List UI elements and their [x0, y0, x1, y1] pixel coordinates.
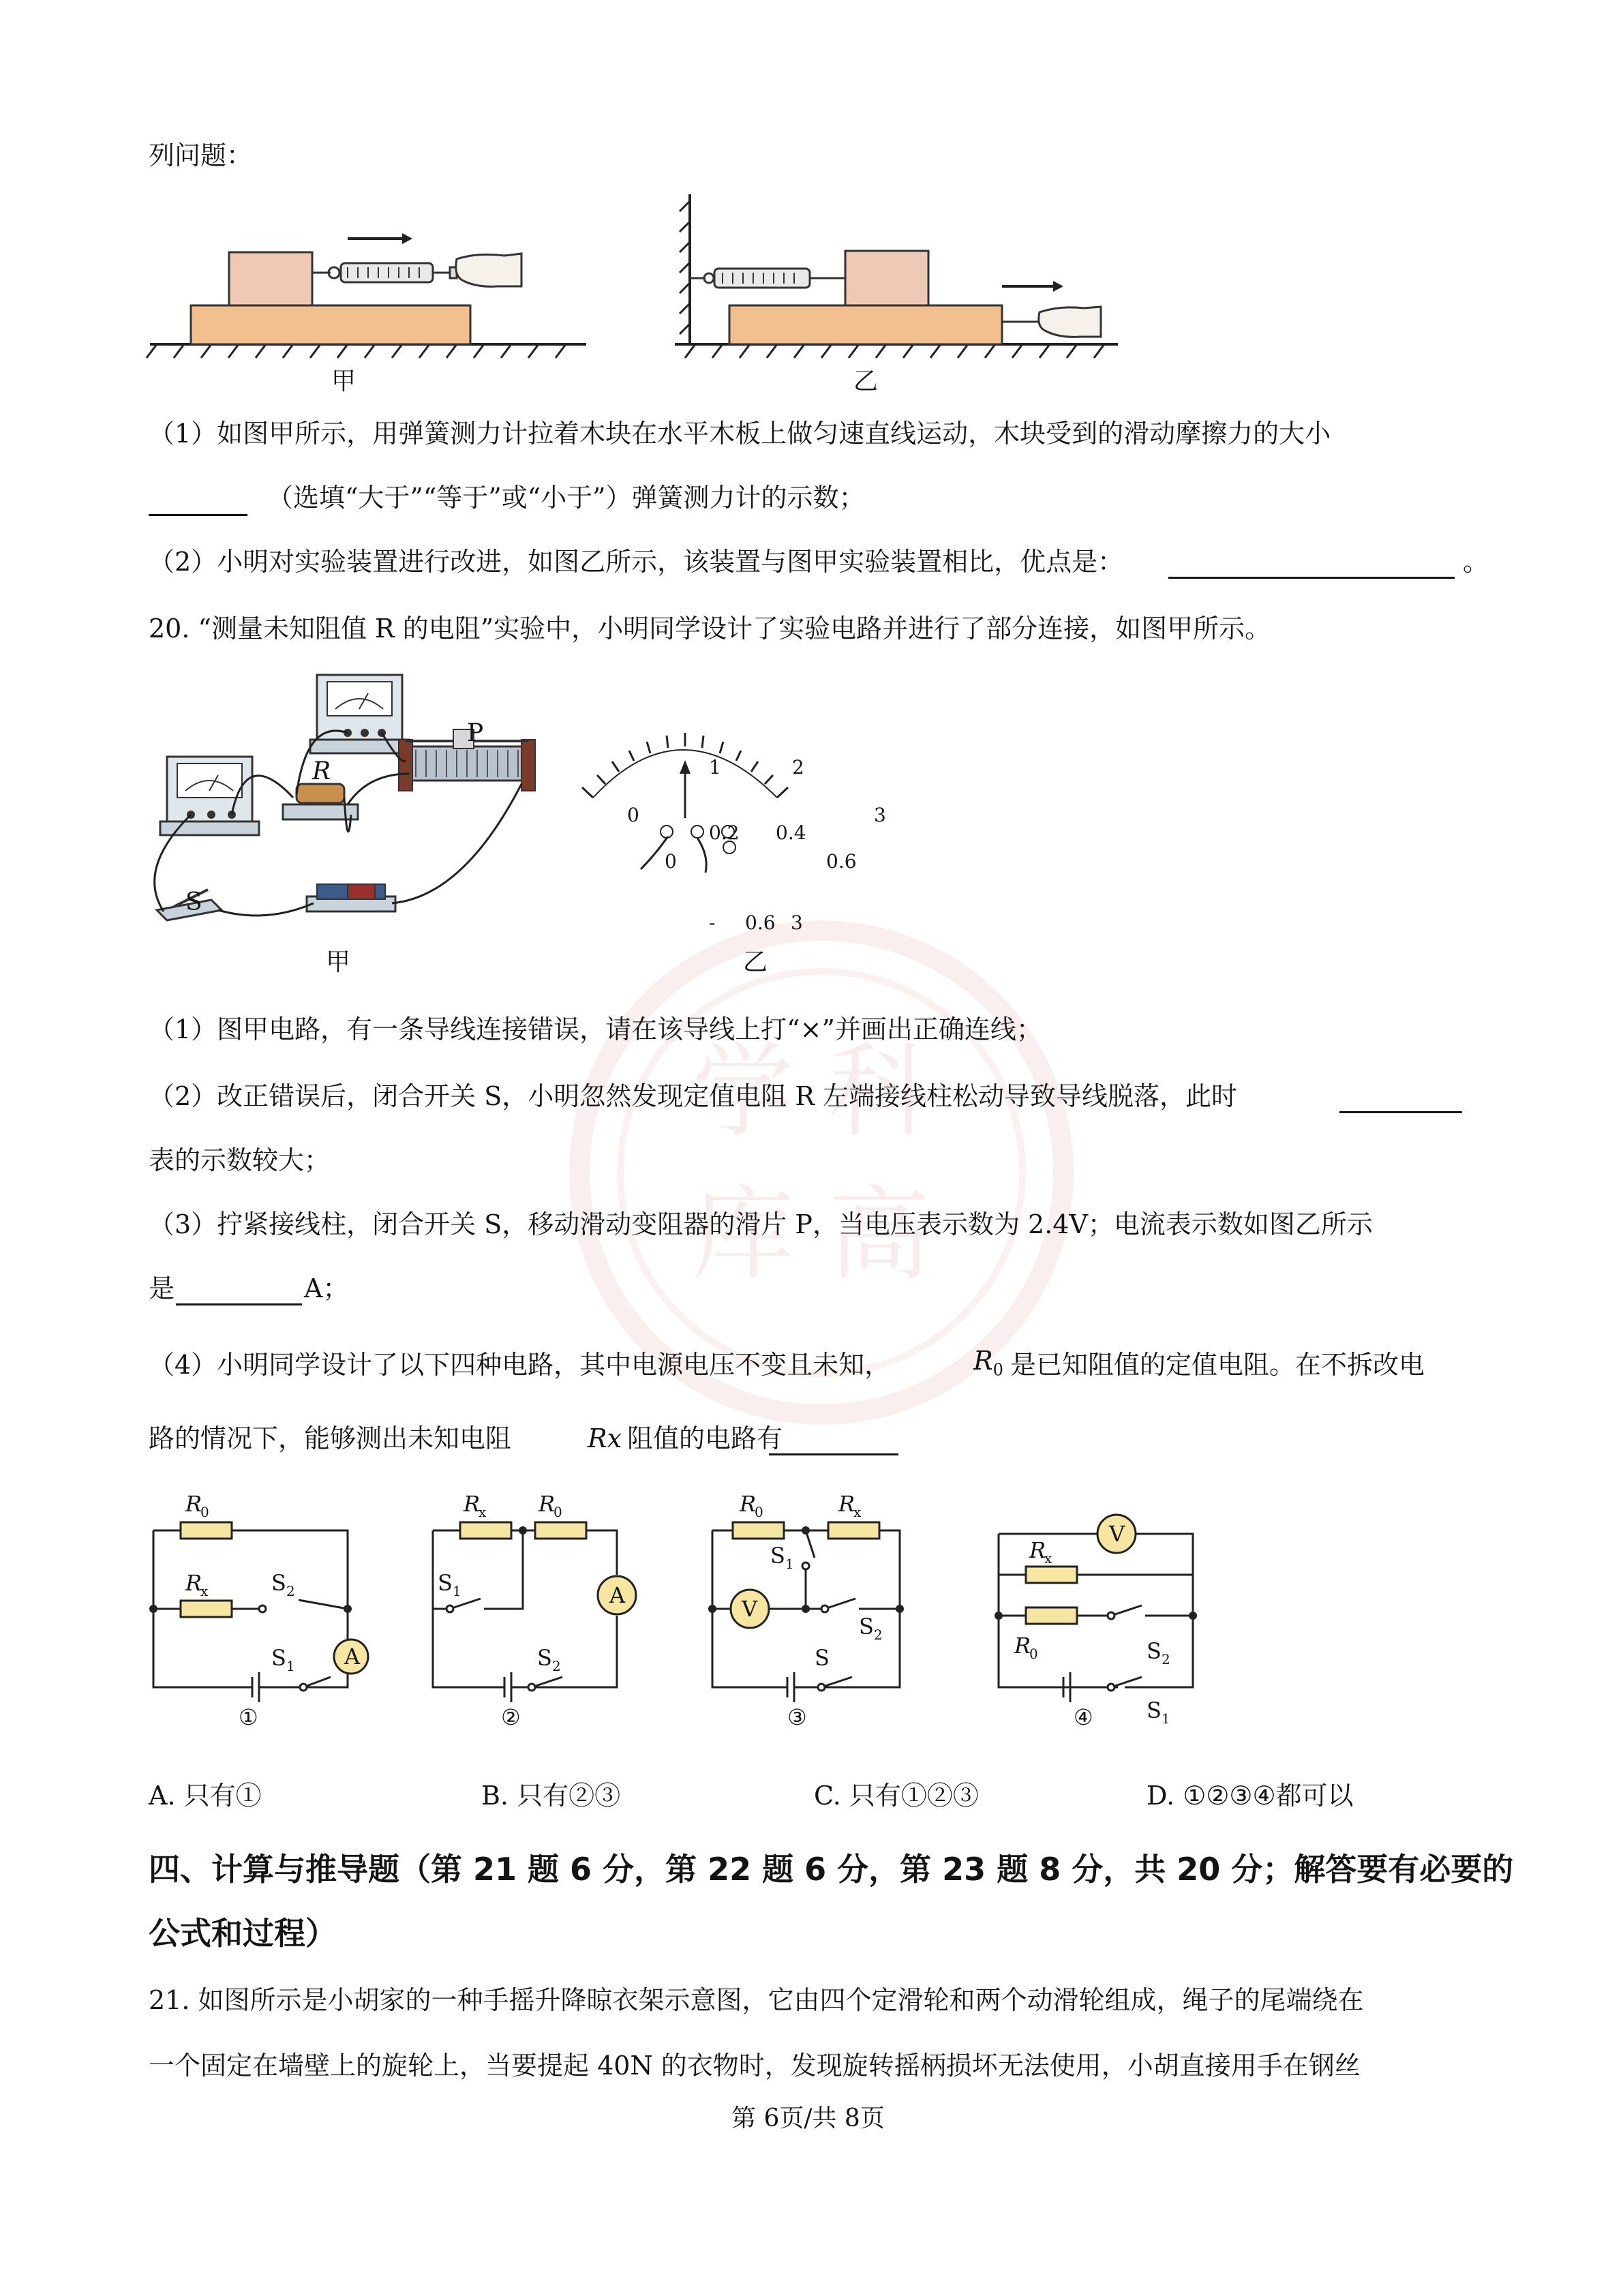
svg-text:R: R	[1014, 1633, 1031, 1659]
watermark-char: 高	[828, 1176, 931, 1295]
friction-figure	[143, 191, 1125, 402]
scale-bottom-1: 0.2	[709, 821, 740, 844]
svg-text:S: S	[271, 1645, 286, 1671]
svg-text:S: S	[271, 1570, 286, 1596]
circuit-2	[433, 1491, 636, 1730]
option-c[interactable]: C. 只有①②③	[814, 1781, 979, 1811]
q20-part1: （1）图甲电路，有一条导线连接错误，请在该导线上打“×”并画出正确连线；	[149, 1014, 1042, 1044]
q20-answer-blank-2[interactable]	[1339, 1087, 1462, 1113]
q19-part1-line2: （选填“大于”“等于”或“小于”）弹簧测力计的示数；	[267, 483, 865, 513]
q20-part4-line2-end: 阻值的电路有	[627, 1423, 783, 1453]
q20-part3-line1: （3）拧紧接线柱，闭合开关 S，移动滑动变阻器的滑片 P，当电压表示数为 2.4V；电流表示数如图乙所示	[149, 1209, 1373, 1239]
svg-text:R: R	[1029, 1537, 1046, 1563]
scale-top-0: 0	[627, 804, 639, 826]
circuit-diagrams	[143, 1483, 1207, 1730]
circuit-2-label: ②	[501, 1704, 521, 1730]
resistor-device	[283, 784, 358, 819]
q19-part1-line1: （1）如图甲所示，用弹簧测力计拉着木块在水平木板上做匀速直线运动，木块受到的滑动摩擦力的大小	[149, 419, 1331, 449]
svg-text:V: V	[1109, 1521, 1125, 1547]
svg-text:0: 0	[200, 1504, 209, 1520]
svg-text:x: x	[1044, 1550, 1052, 1567]
svg-text:0: 0	[1029, 1646, 1038, 1662]
svg-text:R: R	[464, 1491, 481, 1517]
q21-line1: 21. 如图所示是小胡家的一种手摇升降晾衣架示意图，它由四个定滑轮和两个动滑轮组成，绳子的尾端绕在	[149, 1985, 1364, 2015]
svg-text:x: x	[479, 1504, 487, 1520]
intro-text: 列问题：	[149, 140, 253, 170]
q19-part2-end: 。	[1463, 547, 1489, 577]
q20-rx-symbol: Rx	[588, 1423, 622, 1453]
watermark-char: 库	[692, 1176, 795, 1295]
svg-text:x: x	[853, 1504, 862, 1520]
q20-answer-blank-4[interactable]	[769, 1429, 898, 1455]
r0-letter: R	[973, 1346, 993, 1376]
svg-text:1: 1	[453, 1583, 461, 1599]
circuit-4	[995, 1515, 1197, 1730]
svg-text:2: 2	[1162, 1651, 1170, 1667]
svg-text:1: 1	[1162, 1710, 1170, 1727]
q20-part2-line2: 表的示数较大；	[149, 1145, 331, 1175]
switch-label: S	[185, 888, 202, 916]
q20-part3-line2-end: A；	[304, 1273, 349, 1303]
q20-part4-line1-start: （4）小明同学设计了以下四种电路，其中电源电压不变且未知，	[149, 1350, 891, 1380]
battery-device	[307, 884, 395, 911]
figure2-label-jia: 甲	[326, 948, 351, 976]
watermark-char: 学	[692, 1033, 795, 1151]
section4-heading-line1: 四、计算与推导题（第 21 题 6 分，第 22 题 6 分，第 23 题 8 分，共 20 分；解答要有必要的	[149, 1851, 1514, 1888]
svg-text:S: S	[1147, 1638, 1162, 1664]
scale-top-3: 3	[874, 804, 886, 826]
circuit-4-label: ④	[1074, 1704, 1093, 1730]
scale-bottom-3: 0.6	[826, 850, 857, 873]
svg-text:S: S	[770, 1543, 785, 1569]
circuit-3-label: ③	[787, 1704, 807, 1730]
svg-text:R: R	[740, 1491, 757, 1517]
terminal-3: 3	[791, 911, 803, 934]
r0-subscript: 0	[992, 1360, 1003, 1380]
svg-text:S: S	[815, 1645, 830, 1671]
scale-top-2: 2	[792, 756, 804, 779]
svg-text:S: S	[1147, 1697, 1162, 1723]
q20-part4-line2-start: 路的情况下，能够测出未知电阻	[149, 1423, 512, 1453]
svg-text:R: R	[185, 1570, 202, 1596]
terminal-minus: -	[709, 911, 716, 934]
scale-bottom-0: 0	[665, 850, 677, 873]
q20-part4-line1-end: 是已知阻值的定值电阻。在不拆改电	[1010, 1350, 1425, 1380]
svg-text:0: 0	[755, 1504, 763, 1520]
figure-label-yi: 乙	[853, 367, 879, 395]
scale-top-1: 1	[709, 756, 721, 779]
figure2-label-yi: 乙	[743, 948, 768, 976]
figure-jia	[147, 233, 586, 358]
svg-text:1: 1	[785, 1556, 794, 1572]
svg-text:x: x	[200, 1583, 209, 1599]
q20-part2-line1: （2）改正错误后，闭合开关 S，小明忽然发现定值电阻 R 左端接线柱松动导致导线脱落，此时	[149, 1081, 1238, 1111]
slider-label: P	[467, 719, 484, 747]
voltmeter-device	[310, 675, 409, 753]
figure-yi	[675, 194, 1118, 358]
figure-label-jia: 甲	[331, 367, 357, 395]
svg-text:A: A	[609, 1582, 626, 1608]
option-b[interactable]: B. 只有②③	[481, 1781, 621, 1811]
q20-part3-line2-start: 是	[149, 1273, 175, 1303]
q19-part2: （2）小明对实验装置进行改进，如图乙所示，该装置与图甲实验装置相比，优点是：	[149, 547, 1124, 577]
svg-text:R: R	[185, 1491, 202, 1517]
q21-line2: 一个固定在墙壁上的旋轮上，当要提起 40N 的衣物时，发现旋转摇柄损坏无法使用，小胡直接用手在钢丝	[149, 2051, 1361, 2081]
svg-text:V: V	[742, 1596, 758, 1622]
svg-text:2: 2	[874, 1627, 883, 1643]
svg-text:2: 2	[552, 1658, 561, 1674]
terminal-0-6: 0.6	[745, 911, 776, 934]
svg-text:1: 1	[286, 1658, 295, 1674]
page-footer: 第 6页/共 8页	[731, 2104, 885, 2132]
option-d[interactable]: D. ①②③④都可以	[1147, 1781, 1354, 1811]
resistor-label: R	[312, 757, 331, 785]
svg-text:0: 0	[553, 1504, 562, 1520]
svg-text:S: S	[859, 1614, 874, 1640]
circuit-1	[149, 1491, 368, 1730]
ammeter-scale	[582, 733, 788, 873]
watermark-char: 科	[828, 1033, 931, 1151]
circuit-1-label: ①	[239, 1704, 258, 1730]
q19-answer-blank-2[interactable]	[1168, 552, 1455, 579]
q20-answer-blank-3[interactable]	[176, 1279, 302, 1305]
ammeter-device	[160, 757, 259, 835]
q19-answer-blank-1[interactable]	[149, 489, 247, 516]
svg-text:R: R	[838, 1491, 855, 1517]
svg-text:R: R	[539, 1491, 556, 1517]
svg-text:A: A	[344, 1644, 361, 1670]
circuit-3	[708, 1491, 904, 1730]
section4-heading-line2: 公式和过程）	[149, 1915, 337, 1952]
q20-r0-symbol	[973, 1344, 1003, 1387]
svg-text:S: S	[537, 1645, 552, 1671]
svg-text:S: S	[438, 1570, 453, 1596]
option-a[interactable]: A. 只有①	[149, 1781, 262, 1811]
scale-bottom-2: 0.4	[776, 821, 806, 844]
q20-stem: 20. “测量未知阻值 R 的电阻”实验中，小明同学设计了实验电路并进行了部分连接，如图甲所示。	[149, 614, 1271, 644]
svg-text:2: 2	[286, 1583, 295, 1599]
